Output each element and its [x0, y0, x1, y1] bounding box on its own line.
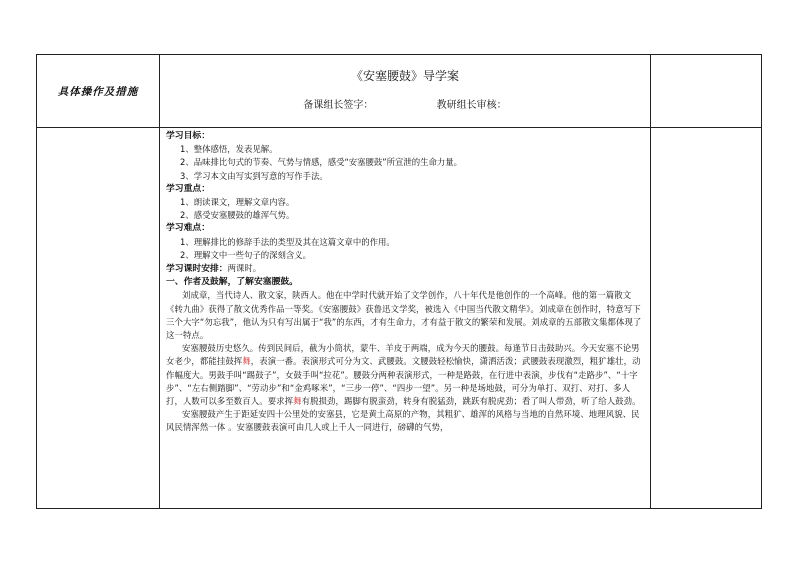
section-heading: 一、作者及鼓解，了解安塞腰鼓。 [166, 277, 298, 288]
goal-item: 1、整体感悟，发表见解。 [180, 144, 278, 155]
header-row [37, 55, 762, 128]
lesson-plan-table [36, 54, 762, 509]
body-content-cell [160, 128, 651, 509]
director-review-label: 教研组长审核： [436, 100, 507, 111]
highlighted-char: 舞 [293, 396, 302, 407]
difficulties-title: 学习难点： [166, 223, 210, 234]
origin-paragraph: 安塞腰鼓产生于距延安四十公里处的安塞县，它是黄土高原的产物，其粗犷、雄浑的风格与当地的自然环境、地理风貌、民风民情浑然一体 。安塞腰鼓表演可由几人或上千人一同进行，磅礴的气势， [166, 409, 640, 433]
key-points-title: 学习重点： [166, 183, 210, 194]
history-text-c: 有脱损劲，踢脚有脱蛮劲，转身有脱猛劲，跳跃有脱虎劲；看了叫人带劲，听了给人鼓劲。 [301, 396, 641, 407]
schedule-value: 两课时。 [227, 263, 262, 274]
group-leader-signature-label: 备课组长签字： [303, 100, 374, 111]
goals-title: 学习目标： [166, 131, 210, 141]
difficulty-item: 2、理解文中一些句子的深刻含义。 [180, 249, 311, 260]
difficulty-item: 1、理解排比的修辞手法的类型及其在这篇文章中的作用。 [180, 236, 395, 247]
key-point-item: 1、朗读课文，理解文章内容。 [180, 197, 295, 208]
history-text-b: ，表演一番。表演形式可分为文、武腰鼓。文腰鼓轻松愉快，潇洒活泼；武腰鼓表现激烈，粗犷雄壮，动作幅度大。男鼓手叫“踢鼓子”，女鼓手叫“拉花”。腰鼓分两种表演形式，一种是路鼓，在行进中表演，步伐有“走路步”、“十字步”、“左右侧踏脚”、“劳动步”和“金鸡啄米”，“三步一停”、“四步一望”。另一种是场地鼓，可分为单打、双打、对打、多人打，人数可以多至数百人。要求挥 [166, 356, 641, 407]
header-center-cell [160, 55, 651, 128]
lesson-content [160, 128, 650, 508]
document-title: 《安塞腰鼓》导学案 [350, 69, 459, 83]
schedule-title: 学习课时安排： [166, 264, 228, 275]
key-point-item: 2、感受安塞腰鼓的雄浑气势。 [180, 210, 295, 221]
header-right-cell [651, 55, 762, 128]
operation-measures-label: 具体操作及措施 [37, 55, 160, 128]
schedule-line [166, 262, 646, 276]
highlighted-char: 舞 [242, 356, 251, 367]
body-row [37, 128, 762, 509]
author-paragraph: 刘成章，当代诗人、散文家，陕西人。他在中学时代就开始了文学创作，八十年代是他创作的一个高峰。他的第一篇散文《转九曲》获得了散文优秀作品一等奖。《安塞腰鼓》获鲁迅文学奖，被选入《中国当代散文精华》。刘成章在创作时，特意写下三个大字“勿忘我”，他认为只有写出属于“我”的东西，才有生命力，才有益于散文的繁荣和发展。刘成章的五部散文集都体现了这一特点。 [166, 290, 642, 341]
history-text-a: 安塞腰鼓历史悠久。传到民间后，截为小筒状，蒙牛、羊皮于两端，成为今天的腰鼓。每逢节日击鼓助兴。今天安塞不论男女老少，都能挂鼓挥 [166, 343, 640, 367]
body-right-cell [651, 128, 762, 509]
body-left-cell [37, 128, 160, 509]
history-paragraph [166, 342, 646, 408]
signature-line [160, 96, 650, 111]
goal-item: 2、品味排比句式的节奏、气势与情感，感受“安塞腰鼓”所宣泄的生命力量。 [180, 157, 463, 168]
goal-item: 3、学习本文由写实到写意的写作手法。 [180, 170, 328, 181]
